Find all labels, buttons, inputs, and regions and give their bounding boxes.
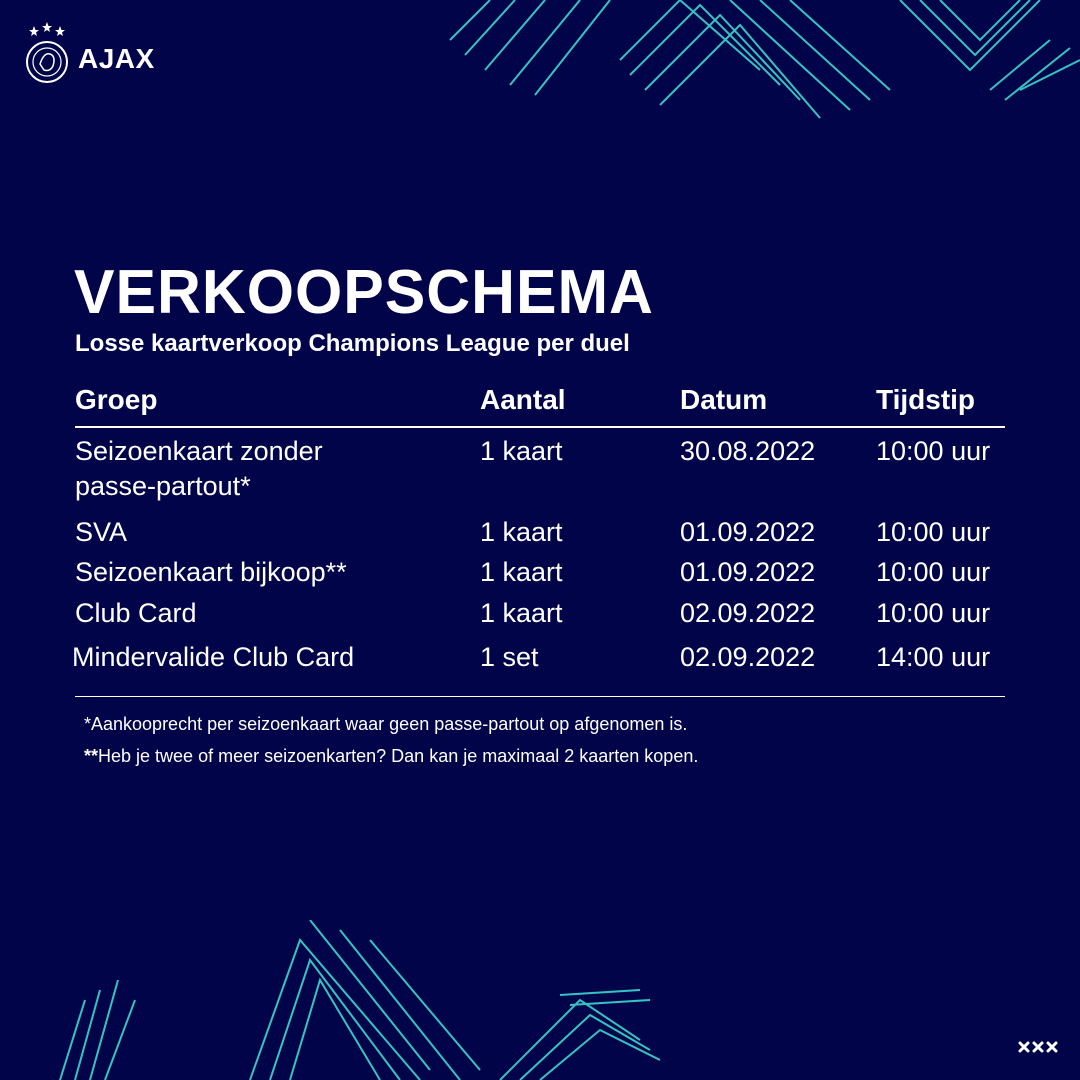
footnote-2	[84, 746, 698, 767]
cell-tijdstip: 10:00 uur	[876, 517, 991, 547]
footnote-1: *Aankooprecht per seizoenkaart waar geen passe-partout op afgenomen is.	[84, 714, 688, 734]
decorative-stripes-top	[430, 0, 1080, 140]
column-header-tijdstip: Tijdstip	[876, 384, 976, 415]
cell-aantal: 1 kaart	[480, 557, 563, 587]
column-header-groep: Groep	[75, 384, 158, 415]
cell-groep: SVA	[75, 517, 128, 547]
cell-groep: Mindervalide Club Card	[72, 642, 355, 672]
page-subtitle: Losse kaartverkoop Champions League per duel	[75, 330, 630, 357]
cell-groep: Seizoenkaart zonder passe-partout*	[75, 436, 323, 501]
cell-aantal: 1 set	[480, 642, 539, 672]
cell-groep: Seizoenkaart bijkoop**	[75, 557, 347, 587]
ajax-emblem-icon	[20, 20, 74, 86]
table-divider-bottom	[75, 696, 1005, 697]
three-crosses-icon	[1018, 1040, 1058, 1054]
page-title: VERKOOPSCHEMA	[74, 258, 654, 327]
cell-datum: 02.09.2022	[680, 598, 816, 628]
cell-tijdstip: 10:00 uur	[876, 436, 991, 466]
cell-aantal: 1 kaart	[480, 436, 563, 466]
column-header-aantal: Aantal	[480, 384, 566, 415]
decorative-stripes-bottom	[0, 920, 700, 1080]
table-divider-top	[75, 426, 1005, 428]
brand-name: AJAX	[78, 43, 155, 74]
cell-groep: Club Card	[75, 598, 197, 628]
column-header-datum: Datum	[680, 384, 768, 415]
cell-datum: 02.09.2022	[680, 642, 816, 672]
cell-aantal: 1 kaart	[480, 598, 563, 628]
cell-aantal: 1 kaart	[480, 517, 563, 547]
cell-tijdstip: 10:00 uur	[876, 598, 991, 628]
cell-datum: 01.09.2022	[680, 557, 816, 587]
cell-tijdstip: 14:00 uur	[876, 642, 991, 672]
footnote-2-text: Heb je twee of meer seizoenkarten? Dan kan je maximaal 2 kaarten kopen.	[98, 746, 699, 766]
cell-tijdstip: 10:00 uur	[876, 557, 991, 587]
cell-datum: 01.09.2022	[680, 517, 816, 547]
cell-datum: 30.08.2022	[680, 436, 816, 466]
brand-logo	[20, 20, 155, 86]
footnote-2-mark: **	[84, 746, 99, 766]
